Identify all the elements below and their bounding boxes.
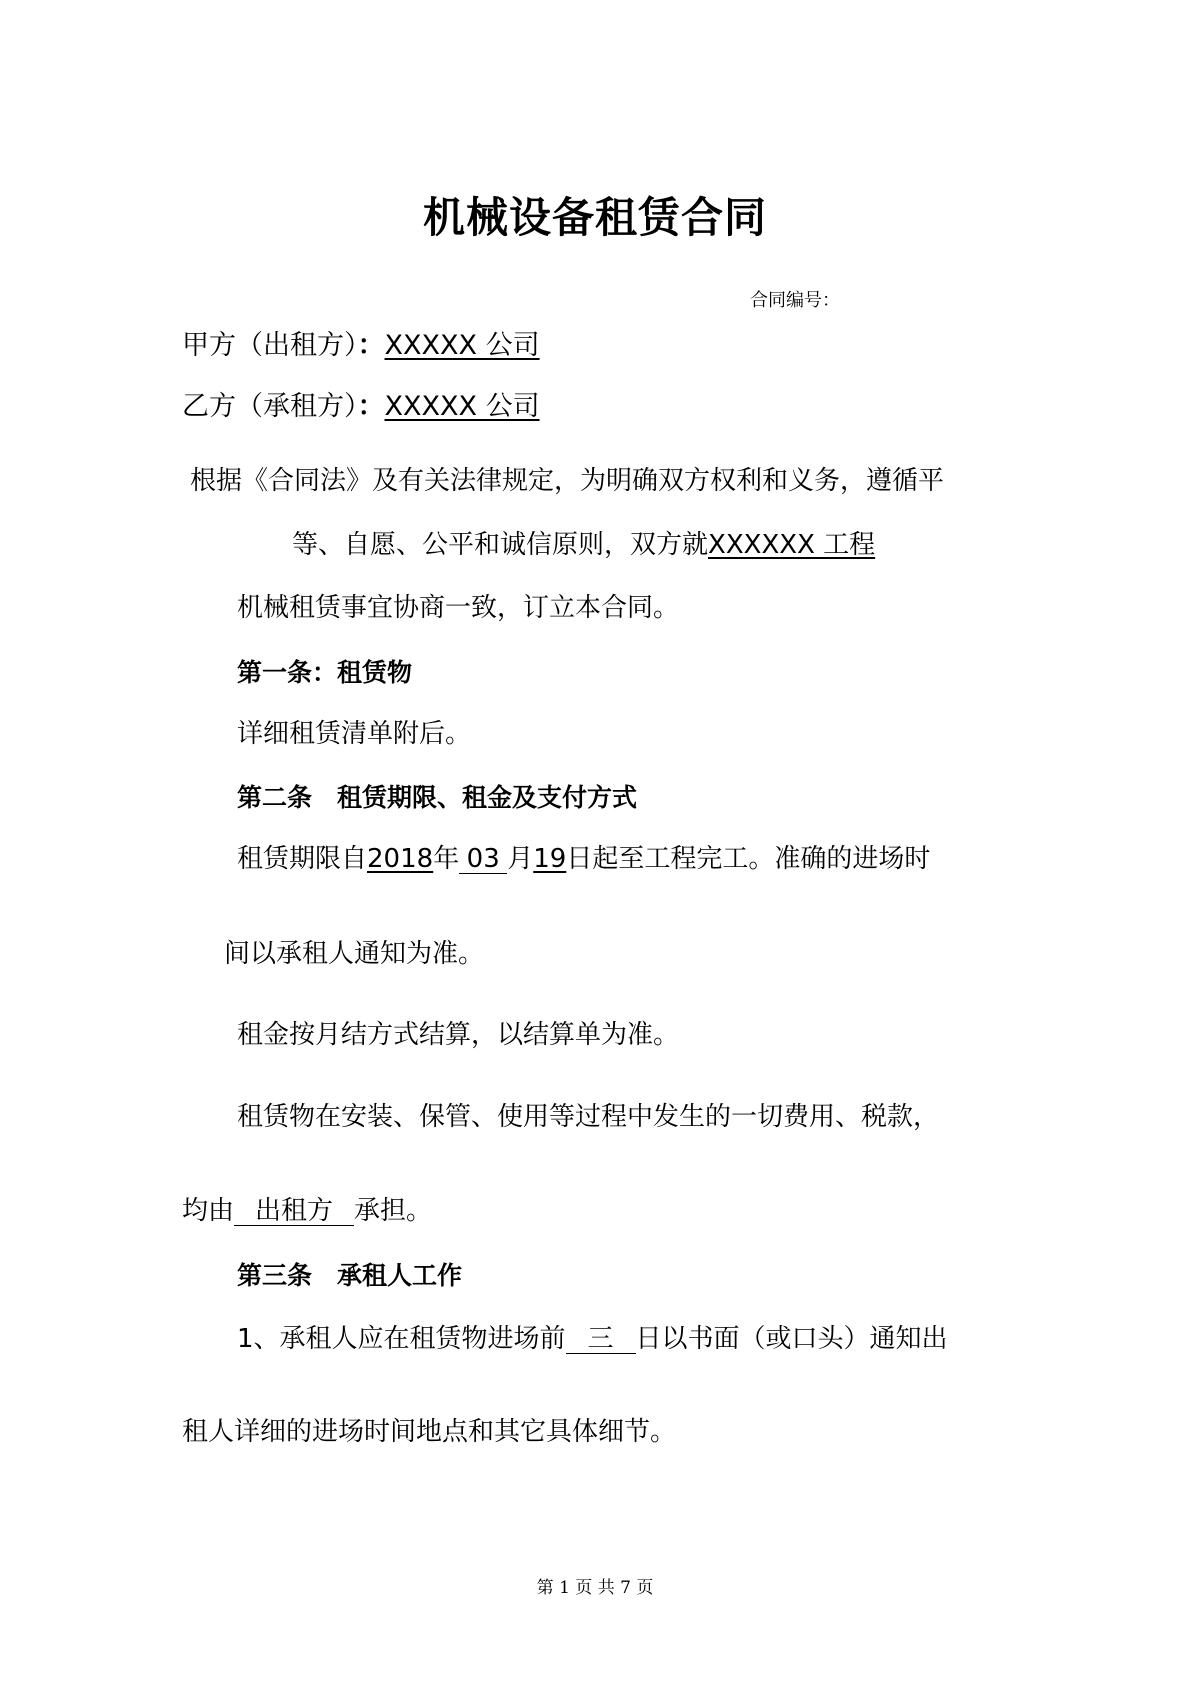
footer-prefix: 第 (536, 1578, 554, 1598)
lease-start-month: 03 (459, 846, 507, 874)
intro-line-2 (292, 524, 875, 561)
notice-suffix: 日以书面（或口头）通知出 (635, 1324, 948, 1354)
contract-number-label: 合同编号： (750, 290, 840, 311)
party-a-line (182, 323, 540, 362)
costs-responsible-party: 出租方 (234, 1198, 354, 1226)
intro-line-1: 根据《合同法》及有关法律规定，为明确双方权利和义务，遵循平 (190, 466, 945, 496)
project-name: XXXXXX 工程 (708, 530, 876, 560)
notice-prefix: 1、承租人应在租赁物进场前 (237, 1324, 566, 1354)
intro-line-3: 机械租赁事宜协商一致，订立本合同。 (237, 593, 680, 623)
article-1-text: 详细租赁清单附后。 (237, 719, 472, 749)
party-b-line (182, 384, 540, 423)
party-a-label: 甲方（出租方） (182, 330, 358, 361)
party-b-value: XXXXX 公司 (384, 391, 540, 422)
footer-suffix: 页 (636, 1578, 654, 1598)
page-footer (0, 1573, 1190, 1598)
article-3-item-1-line-2: 租人详细的进场时间地点和其它具体细节。 (182, 1417, 677, 1447)
costs-line-1: 租赁物在安装、保管、使用等过程中发生的一切费用、税款， (237, 1102, 940, 1132)
document-title: 机械设备租赁合同 (422, 193, 767, 242)
article-2-heading: 第二条 租赁期限、租金及支付方式 (237, 783, 638, 812)
lease-period-line-1 (237, 838, 930, 875)
article-3-heading: 第三条 承租人工作 (237, 1261, 463, 1290)
party-b-colon: ： (357, 391, 385, 422)
costs-suffix: 承担。 (354, 1196, 433, 1226)
footer-mid: 页 共 (575, 1578, 615, 1598)
footer-total-pages: 7 (620, 1578, 631, 1598)
lease-start-day: 19 (533, 844, 567, 874)
lease-period-prefix: 租赁期限自 (237, 844, 368, 874)
party-a-value: XXXXX 公司 (384, 330, 540, 361)
lease-month-unit: 月 (507, 844, 534, 874)
article-1-heading: 第一条：租赁物 (237, 658, 413, 687)
lease-period-line-2: 间以承租人通知为准。 (224, 939, 485, 969)
footer-page-number: 1 (559, 1578, 570, 1598)
lease-period-suffix: 日起至工程完工。准确的进场时 (566, 844, 931, 874)
lease-year-unit: 年 (433, 844, 460, 874)
intro-line-2-text: 等、自愿、公平和诚信原则，双方就 (292, 530, 709, 560)
party-b-label: 乙方（承租方） (182, 391, 358, 422)
notice-days: 三 (566, 1326, 636, 1354)
lease-start-year: 2018 (367, 844, 434, 874)
costs-prefix: 均由 (182, 1196, 235, 1226)
article-3-item-1-line-1 (237, 1318, 948, 1355)
costs-line-2 (182, 1190, 432, 1227)
party-a-colon: ： (357, 330, 385, 361)
rent-settlement-text: 租金按月结方式结算，以结算单为准。 (237, 1020, 680, 1050)
